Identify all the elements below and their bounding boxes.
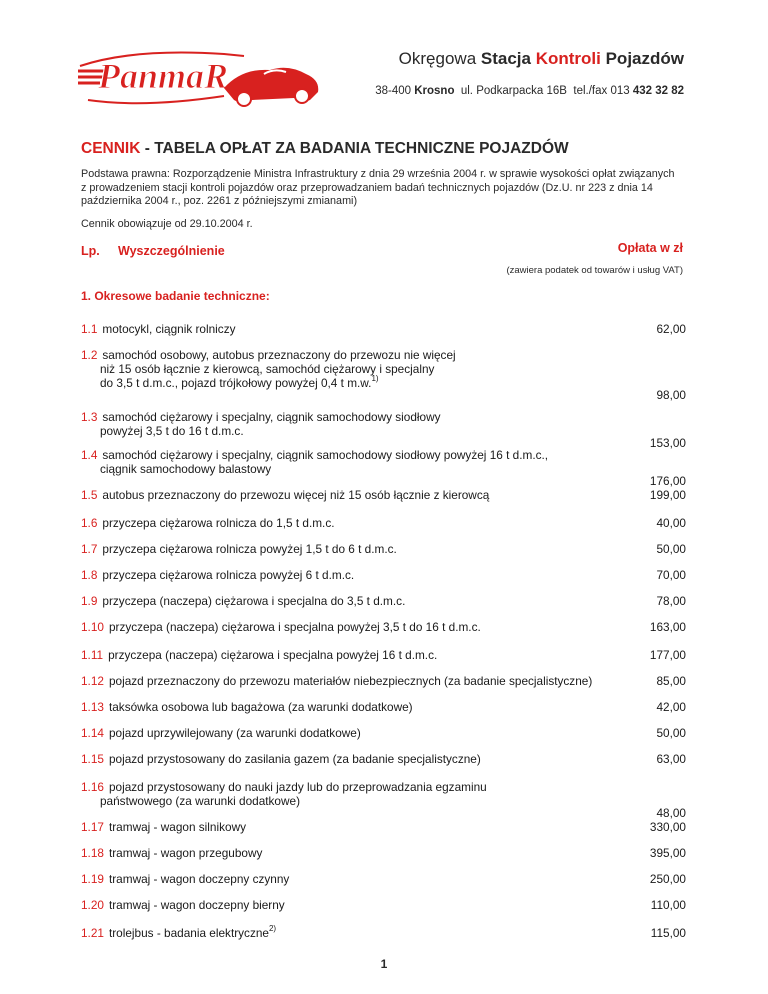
item-description: przyczepa (naczepa) ciężarowa i specjalna powyżej 16 t d.m.c. xyxy=(108,648,438,662)
item-number: 1.3 xyxy=(81,410,98,424)
item-number: 1.19 xyxy=(81,872,104,886)
item-number: 1.17 xyxy=(81,820,104,834)
item-price: 40,00 xyxy=(656,516,686,530)
item-number: 1.20 xyxy=(81,898,104,912)
item-price: 110,00 xyxy=(650,898,686,912)
panmar-logo xyxy=(74,44,324,112)
item-number: 1.6 xyxy=(81,516,98,530)
item-price: 98,00 xyxy=(656,388,686,402)
column-header-lp: Lp. xyxy=(81,244,100,258)
item-price: 50,00 xyxy=(656,726,686,740)
price-row xyxy=(81,726,686,740)
item-number: 1.14 xyxy=(81,726,104,740)
item-description: pojazd przystosowany do zasilania gazem (za badanie specjalistyczne) xyxy=(108,752,481,766)
item-price: 70,00 xyxy=(656,568,686,582)
item-number: 1.21 xyxy=(81,926,104,940)
price-row xyxy=(81,542,686,556)
item-description: państwowego (za warunki dodatkowe) xyxy=(100,794,300,808)
price-row xyxy=(81,448,686,488)
item-description: ciągnik samochodowy balastowy xyxy=(100,462,272,476)
price-row xyxy=(81,648,686,662)
item-price: 177,00 xyxy=(649,648,686,662)
item-description: tramwaj - wagon doczepny czynny xyxy=(108,872,290,886)
item-price: 163,00 xyxy=(649,620,686,634)
item-description: trolejbus - badania elektryczne xyxy=(108,926,269,940)
item-description: samochód ciężarowy i specjalny, ciągnik samochodowy siodłowy xyxy=(102,410,441,424)
item-description: przyczepa ciężarowa rolnicza powyżej 6 t d.m.c. xyxy=(102,568,355,582)
item-description: pojazd przeznaczony do przewozu materiałów niebezpiecznych (za badanie specjalistyczne) xyxy=(108,674,593,688)
item-description: autobus przeznaczony do przewozu więcej niż 15 osób łącznie z kierowcą xyxy=(102,488,490,502)
price-row xyxy=(81,820,686,834)
item-description: tramwaj - wagon doczepny bierny xyxy=(108,898,285,912)
price-row xyxy=(81,594,686,608)
item-number: 1.7 xyxy=(81,542,98,556)
item-price: 153,00 xyxy=(649,436,686,450)
price-row xyxy=(81,620,686,634)
item-number: 1.5 xyxy=(81,488,98,502)
section-title: 1. Okresowe badanie techniczne: xyxy=(81,289,270,303)
item-number: 1.9 xyxy=(81,594,98,608)
item-description: do 3,5 t d.m.c., pojazd trójkołowy powyżej 0,4 t m.w. xyxy=(100,376,372,390)
price-row xyxy=(81,846,686,860)
price-row xyxy=(81,488,686,502)
item-description: niż 15 osób łącznie z kierowcą, samochód ciężarowy i specjalny xyxy=(100,362,435,376)
vat-note: (zawiera podatek od towarów i usług VAT) xyxy=(506,265,683,276)
item-description: pojazd uprzywilejowany (za warunki dodatkowe) xyxy=(108,726,361,740)
item-number: 1.2 xyxy=(81,348,98,362)
item-description: taksówka osobowa lub bagażowa (za warunki dodatkowe) xyxy=(108,700,413,714)
item-price: 48,00 xyxy=(656,806,686,820)
item-number: 1.16 xyxy=(81,780,104,794)
footnote-marker: 2) xyxy=(268,924,277,933)
price-row xyxy=(81,898,686,912)
item-description: przyczepa (naczepa) ciężarowa i specjalna powyżej 3,5 t do 16 t d.m.c. xyxy=(108,620,481,634)
item-description: samochód ciężarowy i specjalny, ciągnik samochodowy siodłowy powyżej 16 t d.m.c., xyxy=(102,448,549,462)
car-icon xyxy=(224,68,318,106)
price-row xyxy=(81,752,686,766)
price-row xyxy=(81,348,686,402)
item-number: 1.18 xyxy=(81,846,104,860)
item-price: 62,00 xyxy=(656,322,686,336)
item-price: 42,00 xyxy=(656,700,686,714)
legal-basis: Podstawa prawna: Rozporządzenie Ministra Infrastruktury z dnia 29 września 2004 r. w sprawie wysokości opłat związanych z prowadzeniem stacji kontroli pojazdów oraz przeprowadzaniem badań technicznych pojazdów (Dz.U. nr 223 z dnia 14 października 2004 r., poz. 2261 z późniejszymi zmianami) xyxy=(81,168,675,207)
item-price: 115,00 xyxy=(650,926,686,940)
footnote-marker: 1) xyxy=(371,374,379,383)
price-row xyxy=(81,926,686,940)
item-price: 330,00 xyxy=(649,820,686,834)
price-row xyxy=(81,780,686,820)
price-row xyxy=(81,568,686,582)
item-description: pojazd przystosowany do nauki jazdy lub do przeprowadzania egzaminu xyxy=(108,780,487,794)
page-title: CENNIK - TABELA OPŁAT ZA BADANIA TECHNICZNE POJAZDÓW xyxy=(81,140,569,157)
item-price: 250,00 xyxy=(649,872,686,886)
svg-text:PanmaR: PanmaR xyxy=(98,56,229,96)
item-price: 176,00 xyxy=(649,474,686,488)
price-row xyxy=(81,674,686,688)
item-price: 50,00 xyxy=(656,542,686,556)
item-price: 63,00 xyxy=(656,752,686,766)
item-description: przyczepa ciężarowa rolnicza powyżej 1,5 t do 6 t d.m.c. xyxy=(102,542,397,556)
item-price: 199,00 xyxy=(649,488,686,502)
item-description: przyczepa ciężarowa rolnicza do 1,5 t d.m.c. xyxy=(102,516,335,530)
item-number: 1.8 xyxy=(81,568,98,582)
item-description: samochód osobowy, autobus przeznaczony do przewozu nie więcej xyxy=(102,348,456,362)
item-number: 1.15 xyxy=(81,752,104,766)
station-title: Okręgowa Stacja Kontroli Pojazdów xyxy=(398,49,684,68)
price-row xyxy=(81,700,686,714)
price-row xyxy=(81,410,686,450)
station-address: 38-400 Krosno ul. Podkarpacka 16B tel./fax 013 432 32 82 xyxy=(375,85,684,97)
item-price: 395,00 xyxy=(649,846,686,860)
price-row xyxy=(81,322,686,336)
item-number: 1.1 xyxy=(81,322,98,336)
price-row xyxy=(81,872,686,886)
page-number: 1 xyxy=(380,957,388,971)
item-number: 1.11 xyxy=(81,648,104,662)
item-number: 1.13 xyxy=(81,700,104,714)
item-description: motocykl, ciągnik rolniczy xyxy=(102,322,236,336)
item-description: tramwaj - wagon przegubowy xyxy=(108,846,263,860)
column-header-description: Wyszczególnienie xyxy=(118,244,225,258)
column-header-fee: Opłata w zł xyxy=(617,241,683,255)
item-number: 1.10 xyxy=(81,620,104,634)
item-description: powyżej 3,5 t do 16 t d.m.c. xyxy=(100,424,244,438)
item-number: 1.12 xyxy=(81,674,104,688)
item-price: 78,00 xyxy=(656,594,686,608)
item-description: tramwaj - wagon silnikowy xyxy=(108,820,246,834)
valid-from: Cennik obowiązuje od 29.10.2004 r. xyxy=(81,218,253,230)
item-number: 1.4 xyxy=(81,448,98,462)
price-row xyxy=(81,516,686,530)
item-description: przyczepa (naczepa) ciężarowa i specjalna do 3,5 t d.m.c. xyxy=(102,594,406,608)
item-price: 85,00 xyxy=(656,674,686,688)
